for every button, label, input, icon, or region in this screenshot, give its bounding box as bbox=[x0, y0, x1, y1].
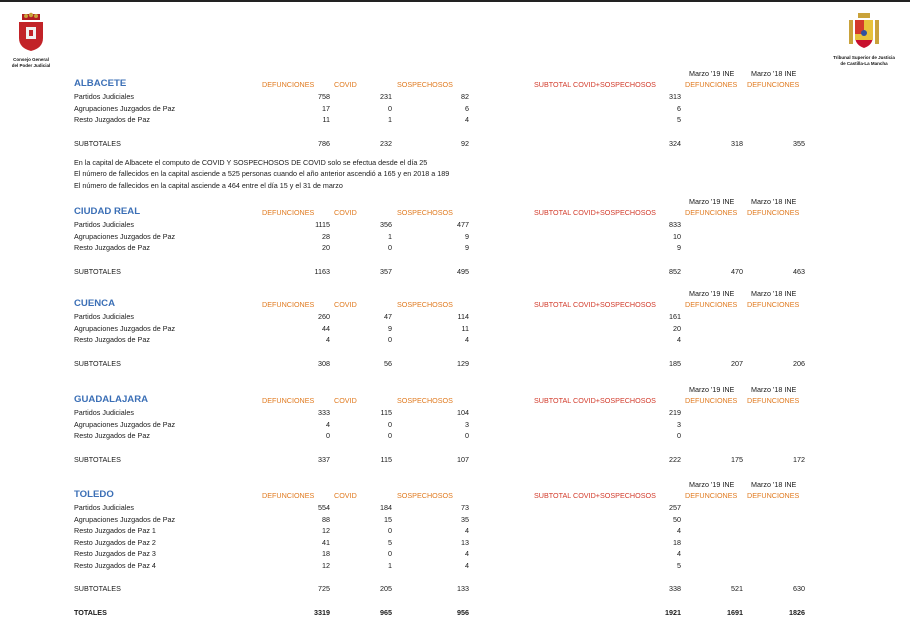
tsj-logo bbox=[826, 12, 902, 66]
subtotal-sospechosos: 495 bbox=[457, 266, 469, 276]
cell-sospechosos: 4 bbox=[465, 549, 469, 558]
col-header-def18: DEFUNCIONES bbox=[747, 80, 800, 89]
row-label: Resto Juzgados de Paz 4 bbox=[74, 560, 156, 570]
cell-subtotal: 313 bbox=[669, 92, 681, 101]
ine-marzo18-header: Marzo '18 INE bbox=[751, 69, 797, 78]
subtotal-sospechosos: 107 bbox=[457, 454, 469, 464]
col-header-defunciones: DEFUNCIONES bbox=[262, 300, 315, 309]
subtotal-label: SUBTOTALES bbox=[74, 138, 121, 148]
col-header-def18: DEFUNCIONES bbox=[747, 491, 800, 500]
row-label: Agrupaciones Juzgados de Paz bbox=[74, 419, 176, 429]
cell-covid: 5 bbox=[388, 537, 392, 547]
col-header-def19: DEFUNCIONES bbox=[685, 491, 738, 500]
subtotal-marzo19: 207 bbox=[731, 358, 743, 368]
subtotal-sospechosos: 92 bbox=[461, 138, 469, 148]
row-label: Resto Juzgados de Paz bbox=[74, 335, 150, 344]
cell-sospechosos: 11 bbox=[461, 323, 469, 333]
cell-covid: 0 bbox=[388, 431, 392, 440]
row-label: Resto Juzgados de Paz bbox=[74, 243, 150, 252]
row-label: Agrupaciones Juzgados de Paz bbox=[74, 323, 176, 333]
ine-marzo18-header: Marzo '18 INE bbox=[751, 385, 797, 394]
cell-sospechosos: 4 bbox=[465, 335, 469, 344]
cell-sospechosos: 9 bbox=[465, 243, 469, 252]
cell-defunciones: 12 bbox=[322, 560, 330, 570]
cell-covid: 0 bbox=[388, 243, 392, 252]
cell-defunciones: 260 bbox=[318, 312, 330, 321]
subtotal-marzo19: 470 bbox=[731, 266, 743, 276]
subtotal-sospechosos: 133 bbox=[457, 584, 469, 593]
subtotal-covid: 56 bbox=[384, 358, 392, 368]
cell-subtotal: 833 bbox=[669, 220, 681, 229]
totals-marzo19: 1691 bbox=[727, 608, 743, 617]
cell-subtotal: 9 bbox=[677, 243, 681, 252]
subtotal-sum: 324 bbox=[669, 138, 681, 148]
cell-defunciones: 41 bbox=[322, 537, 330, 547]
ine-marzo19-header: Marzo '19 INE bbox=[689, 289, 735, 298]
cell-subtotal: 0 bbox=[677, 431, 681, 440]
row-label: Agrupaciones Juzgados de Paz bbox=[74, 231, 176, 241]
cell-subtotal: 161 bbox=[669, 312, 681, 321]
row-label: Agrupaciones Juzgados de Paz bbox=[74, 514, 176, 524]
cell-subtotal: 18 bbox=[673, 537, 681, 547]
subtotal-sum: 185 bbox=[669, 358, 681, 368]
cell-covid: 15 bbox=[384, 514, 392, 524]
cell-defunciones: 0 bbox=[326, 431, 330, 440]
col-header-covid: COVID bbox=[334, 208, 357, 217]
ine-marzo19-header: Marzo '19 INE bbox=[689, 197, 735, 206]
col-header-subtotal: SUBTOTAL COVID+SOSPECHOSOS bbox=[534, 491, 656, 500]
cell-sospechosos: 4 bbox=[465, 115, 469, 124]
cell-covid: 231 bbox=[380, 92, 392, 101]
section-title: GUADALAJARA bbox=[74, 394, 149, 405]
ine-marzo18-header: Marzo '18 INE bbox=[751, 480, 797, 489]
cell-subtotal: 4 bbox=[677, 549, 681, 558]
subtotal-sum: 222 bbox=[669, 454, 681, 464]
cell-covid: 115 bbox=[380, 408, 392, 417]
logo-right-caption-2: de Castilla-La Mancha bbox=[840, 60, 888, 66]
cell-covid: 0 bbox=[388, 335, 392, 344]
cell-defunciones: 44 bbox=[322, 323, 330, 333]
row-label: Resto Juzgados de Paz 3 bbox=[74, 549, 156, 558]
section-title: TOLEDO bbox=[74, 489, 114, 500]
cell-subtotal: 50 bbox=[673, 514, 681, 524]
row-label: Resto Juzgados de Paz 2 bbox=[74, 537, 156, 547]
note-line: El número de fallecidos en la capital asciende a 525 personas cuando el año anterior ascendió a 165 y en 2018 a 189 bbox=[74, 169, 450, 178]
col-header-def19: DEFUNCIONES bbox=[685, 80, 738, 89]
cell-defunciones: 20 bbox=[322, 243, 330, 252]
subtotal-defunciones: 786 bbox=[318, 138, 330, 148]
subtotal-defunciones: 725 bbox=[318, 584, 330, 593]
col-header-defunciones: DEFUNCIONES bbox=[262, 491, 315, 500]
subtotal-defunciones: 308 bbox=[318, 358, 330, 368]
cell-subtotal: 3 bbox=[677, 419, 681, 429]
col-header-defunciones: DEFUNCIONES bbox=[262, 208, 315, 217]
subtotal-label: SUBTOTALES bbox=[74, 358, 121, 368]
col-header-sospechosos: SOSPECHOSOS bbox=[397, 300, 453, 309]
ine-marzo19-header: Marzo '19 INE bbox=[689, 69, 735, 78]
col-header-def18: DEFUNCIONES bbox=[747, 396, 800, 405]
cell-subtotal: 5 bbox=[677, 560, 681, 570]
cell-defunciones: 11 bbox=[322, 115, 330, 124]
cell-sospechosos: 4 bbox=[465, 560, 469, 570]
row-label: Resto Juzgados de Paz bbox=[74, 431, 150, 440]
col-header-def19: DEFUNCIONES bbox=[685, 300, 738, 309]
subtotal-covid: 205 bbox=[380, 584, 392, 593]
cell-sospechosos: 73 bbox=[461, 503, 469, 512]
col-header-defunciones: DEFUNCIONES bbox=[262, 80, 315, 89]
cell-sospechosos: 3 bbox=[465, 419, 469, 429]
cell-sospechosos: 6 bbox=[465, 103, 469, 113]
cell-defunciones: 88 bbox=[322, 514, 330, 524]
subtotal-defunciones: 1163 bbox=[314, 266, 330, 276]
subtotal-covid: 115 bbox=[380, 454, 392, 464]
note-line: El número de fallecidos en la capital asciende a 464 entre el día 15 y el 31 de marzo bbox=[74, 180, 343, 190]
cell-subtotal: 10 bbox=[673, 231, 681, 241]
cell-covid: 1 bbox=[388, 115, 392, 124]
logo-left-caption-2: del Poder Judicial bbox=[11, 62, 51, 68]
cell-defunciones: 333 bbox=[318, 408, 330, 417]
cgpj-logo bbox=[8, 12, 54, 68]
cell-defunciones: 12 bbox=[322, 526, 330, 535]
col-header-defunciones: DEFUNCIONES bbox=[262, 396, 315, 405]
col-header-covid: COVID bbox=[334, 80, 357, 89]
subtotal-marzo18: 206 bbox=[793, 358, 805, 368]
cell-covid: 0 bbox=[388, 103, 392, 113]
subtotal-defunciones: 337 bbox=[318, 454, 330, 464]
cell-sospechosos: 114 bbox=[457, 312, 469, 321]
row-label: Partidos Judiciales bbox=[74, 503, 134, 512]
totals-label: TOTALES bbox=[74, 608, 107, 617]
cell-covid: 1 bbox=[388, 560, 392, 570]
totals-marzo18: 1826 bbox=[789, 608, 805, 617]
logo-right-caption-1: Tribunal Superior de Justicia bbox=[833, 55, 895, 60]
row-label: Resto Juzgados de Paz 1 bbox=[74, 526, 156, 535]
cell-defunciones: 554 bbox=[318, 503, 330, 512]
subtotal-covid: 232 bbox=[380, 138, 392, 148]
cell-sospechosos: 4 bbox=[465, 526, 469, 535]
cell-sospechosos: 9 bbox=[465, 231, 469, 241]
cell-sospechosos: 104 bbox=[457, 408, 469, 417]
col-header-sospechosos: SOSPECHOSOS bbox=[397, 208, 453, 217]
subtotal-sum: 852 bbox=[669, 266, 681, 276]
cell-covid: 0 bbox=[388, 549, 392, 558]
cell-sospechosos: 13 bbox=[461, 537, 469, 547]
col-header-def18: DEFUNCIONES bbox=[747, 300, 800, 309]
col-header-subtotal: SUBTOTAL COVID+SOSPECHOSOS bbox=[534, 80, 656, 89]
col-header-def19: DEFUNCIONES bbox=[685, 208, 738, 217]
col-header-covid: COVID bbox=[334, 491, 357, 500]
col-header-covid: COVID bbox=[334, 396, 357, 405]
col-header-subtotal: SUBTOTAL COVID+SOSPECHOSOS bbox=[534, 396, 656, 405]
totals-covid: 965 bbox=[380, 608, 392, 617]
col-header-subtotal: SUBTOTAL COVID+SOSPECHOSOS bbox=[534, 208, 656, 217]
cell-covid: 184 bbox=[380, 503, 392, 512]
cell-sospechosos: 477 bbox=[457, 220, 469, 229]
col-header-covid: COVID bbox=[334, 300, 357, 309]
cell-subtotal: 4 bbox=[677, 335, 681, 344]
cell-defunciones: 28 bbox=[322, 231, 330, 241]
ine-marzo18-header: Marzo '18 INE bbox=[751, 197, 797, 206]
cell-defunciones: 4 bbox=[326, 419, 330, 429]
cell-subtotal: 4 bbox=[677, 526, 681, 535]
subtotal-marzo19: 521 bbox=[731, 584, 743, 593]
note-line: En la capital de Albacete el computo de COVID Y SOSPECHOSOS DE COVID solo se efectua desde el día 25 bbox=[74, 157, 428, 167]
subtotal-sum: 338 bbox=[669, 584, 681, 593]
col-header-sospechosos: SOSPECHOSOS bbox=[397, 491, 453, 500]
top-border bbox=[0, 0, 910, 2]
subtotal-sospechosos: 129 bbox=[457, 358, 469, 368]
cell-subtotal: 5 bbox=[677, 115, 681, 124]
subtotal-marzo18: 355 bbox=[793, 138, 805, 148]
cell-subtotal: 257 bbox=[669, 503, 681, 512]
cell-covid: 47 bbox=[384, 312, 392, 321]
cell-defunciones: 758 bbox=[318, 92, 330, 101]
totals-subtotal: 1921 bbox=[665, 608, 681, 617]
cell-covid: 356 bbox=[380, 220, 392, 229]
cell-covid: 0 bbox=[388, 419, 392, 429]
ine-marzo19-header: Marzo '19 INE bbox=[689, 385, 735, 394]
cell-defunciones: 4 bbox=[326, 335, 330, 344]
section-title: CUENCA bbox=[74, 298, 116, 309]
section-title: CIUDAD REAL bbox=[74, 206, 141, 217]
logo-left-caption-1: Consejo General bbox=[13, 57, 49, 62]
row-label: Partidos Judiciales bbox=[74, 312, 134, 321]
row-label: Partidos Judiciales bbox=[74, 408, 134, 417]
cell-covid: 9 bbox=[388, 323, 392, 333]
totals-sospechosos: 956 bbox=[457, 608, 469, 617]
cell-sospechosos: 0 bbox=[465, 431, 469, 440]
col-header-subtotal: SUBTOTAL COVID+SOSPECHOSOS bbox=[534, 300, 656, 309]
subtotal-label: SUBTOTALES bbox=[74, 266, 121, 276]
cell-sospechosos: 35 bbox=[461, 514, 469, 524]
subtotal-label: SUBTOTALES bbox=[74, 454, 121, 464]
cell-subtotal: 6 bbox=[677, 103, 681, 113]
subtotal-marzo19: 318 bbox=[731, 138, 743, 148]
cell-covid: 0 bbox=[388, 526, 392, 535]
col-header-def18: DEFUNCIONES bbox=[747, 208, 800, 217]
section-title: ALBACETE bbox=[74, 78, 127, 89]
cell-defunciones: 1115 bbox=[315, 220, 330, 229]
cell-defunciones: 18 bbox=[322, 549, 330, 558]
ine-marzo19-header: Marzo '19 INE bbox=[689, 480, 735, 489]
subtotal-marzo18: 630 bbox=[793, 584, 805, 593]
cell-subtotal: 20 bbox=[673, 323, 681, 333]
subtotal-covid: 357 bbox=[380, 266, 392, 276]
subtotal-label: SUBTOTALES bbox=[74, 584, 121, 593]
subtotal-marzo18: 172 bbox=[793, 454, 805, 464]
row-label: Partidos Judiciales bbox=[74, 220, 134, 229]
subtotal-marzo18: 463 bbox=[793, 266, 805, 276]
col-header-sospechosos: SOSPECHOSOS bbox=[397, 80, 453, 89]
cell-defunciones: 17 bbox=[322, 103, 330, 113]
cell-sospechosos: 82 bbox=[461, 92, 469, 101]
totals-defunciones: 3319 bbox=[314, 608, 330, 617]
cell-subtotal: 219 bbox=[669, 408, 681, 417]
col-header-def19: DEFUNCIONES bbox=[685, 396, 738, 405]
row-label: Partidos Judiciales bbox=[74, 92, 134, 101]
subtotal-marzo19: 175 bbox=[731, 454, 743, 464]
ine-marzo18-header: Marzo '18 INE bbox=[751, 289, 797, 298]
cgpj-crest-icon bbox=[16, 12, 46, 52]
col-header-sospechosos: SOSPECHOSOS bbox=[397, 396, 453, 405]
spain-coat-of-arms-icon bbox=[847, 12, 881, 50]
row-label: Agrupaciones Juzgados de Paz bbox=[74, 103, 176, 113]
cell-covid: 1 bbox=[388, 231, 392, 241]
row-label: Resto Juzgados de Paz bbox=[74, 115, 150, 124]
